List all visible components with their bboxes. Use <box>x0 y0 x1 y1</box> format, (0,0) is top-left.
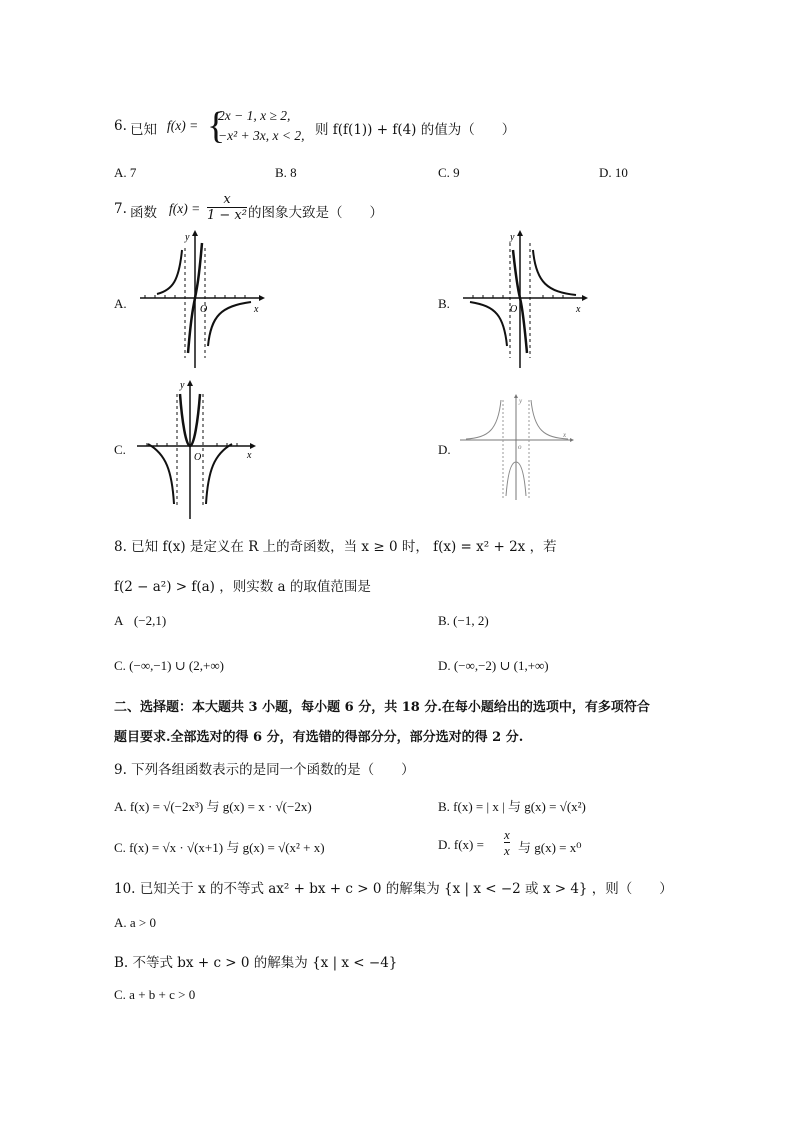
q8-option-d: D. (−∞,−2) ∪ (1,+∞) <box>438 658 549 673</box>
q7-prefix: 函数 <box>130 205 157 221</box>
q9-option-d-prefix: D. f(x) = <box>438 837 484 852</box>
section2-line2: 题目要求.全部选对的得 6 分，有选错的得部分分，部分选对的得 2 分. <box>114 730 524 745</box>
graph-b-y-label: y <box>510 232 515 243</box>
graph-b-origin: O <box>510 304 518 315</box>
q6-option-b: B. 8 <box>275 165 297 180</box>
q7-suffix: 的图象大致是（ ） <box>248 205 383 221</box>
graph-b <box>458 228 588 370</box>
q6-case2: −x² + 3x, x < 2, <box>218 128 305 143</box>
graph-b-label: B. <box>438 296 450 311</box>
q6-number: 6. <box>114 118 127 134</box>
q6-option-c: C. 9 <box>438 165 460 180</box>
q7-fraction <box>207 192 247 223</box>
graph-a-label: A. <box>114 296 127 311</box>
q6-fx: f(x) = <box>167 118 199 133</box>
q7-number: 7. <box>114 201 127 217</box>
graph-b-x-label: x <box>576 304 581 315</box>
q8-line1: 8. 已知 f(x) 是定义在 R 上的奇函数，当 x ≥ 0 时， f(x) = x² + 2x ，若 <box>114 539 557 555</box>
graph-c-origin: O <box>194 452 202 463</box>
q9-option-d-fraction <box>504 827 510 858</box>
graph-c-y-label: y <box>180 380 185 391</box>
q10-option-b: B. 不等式 bx + c > 0 的解集为 {x | x < −4} <box>114 955 398 971</box>
graph-d-label: D. <box>438 442 451 457</box>
graph-d-y-label: y <box>519 397 523 405</box>
q7-frac-den: 1 − x² <box>207 208 247 223</box>
q7-fx: f(x) = <box>169 201 201 216</box>
graph-d-origin: o <box>518 443 522 451</box>
q8-option-a-label: A <box>114 613 123 628</box>
q8-option-a <box>114 613 166 629</box>
q9-d-num: x <box>504 827 510 842</box>
graph-a <box>135 228 265 370</box>
graph-a-origin: O <box>200 304 208 315</box>
graph-d <box>458 392 576 504</box>
q9-option-d-suffix: 与 g(x) = x⁰ <box>518 840 582 855</box>
graph-d-x-label: x <box>563 431 567 439</box>
q6-option-d: D. 10 <box>599 165 628 180</box>
q7-frac-num: x <box>223 192 231 207</box>
q8-line2: f(2 − a²) > f(a) ，则实数 a 的取值范围是 <box>114 579 371 595</box>
graph-c-x-label: x <box>247 450 252 461</box>
q9-d-den: x <box>504 843 510 858</box>
q9-option-a: A. f(x) = √(−2x³) 与 g(x) = x · √(−2x) <box>114 799 312 814</box>
q10-option-c: C. a + b + c > 0 <box>114 987 196 1002</box>
q6-brace: { <box>207 105 226 147</box>
q10-stem: 10. 已知关于 x 的不等式 ax² + bx + c > 0 的解集为 {x | x < −2 或 x > 4} ，则（ ） <box>114 881 673 897</box>
graph-a-x-label: x <box>254 304 259 315</box>
q8-option-c: C. (−∞,−1) ∪ (2,+∞) <box>114 658 224 673</box>
q8-option-a-value: (−2,1) <box>133 613 167 628</box>
q9-option-b: B. f(x) = | x | 与 g(x) = √(x²) <box>438 799 586 814</box>
graph-c <box>132 376 262 521</box>
q6-suffix: 则 f(f(1)) + f(4) 的值为（ ） <box>315 122 516 138</box>
section2-line1: 二、选择题：本大题共 3 小题，每小题 6 分，共 18 分.在每小题给出的选项中，有多项符合 <box>114 700 650 715</box>
q10-option-a: A. a > 0 <box>114 915 156 930</box>
q6-prefix: 已知 <box>130 122 157 138</box>
q6-case1: 2x − 1, x ≥ 2, <box>218 108 291 123</box>
graph-a-y-label: y <box>185 232 190 243</box>
q9-stem: 9. 下列各组函数表示的是同一个函数的是（ ） <box>114 762 415 778</box>
q6-option-a: A. 7 <box>114 165 137 180</box>
q8-option-b: B. (−1, 2) <box>438 613 489 628</box>
graph-c-label: C. <box>114 442 126 457</box>
q9-option-c: C. f(x) = √x · √(x+1) 与 g(x) = √(x² + x) <box>114 840 325 855</box>
